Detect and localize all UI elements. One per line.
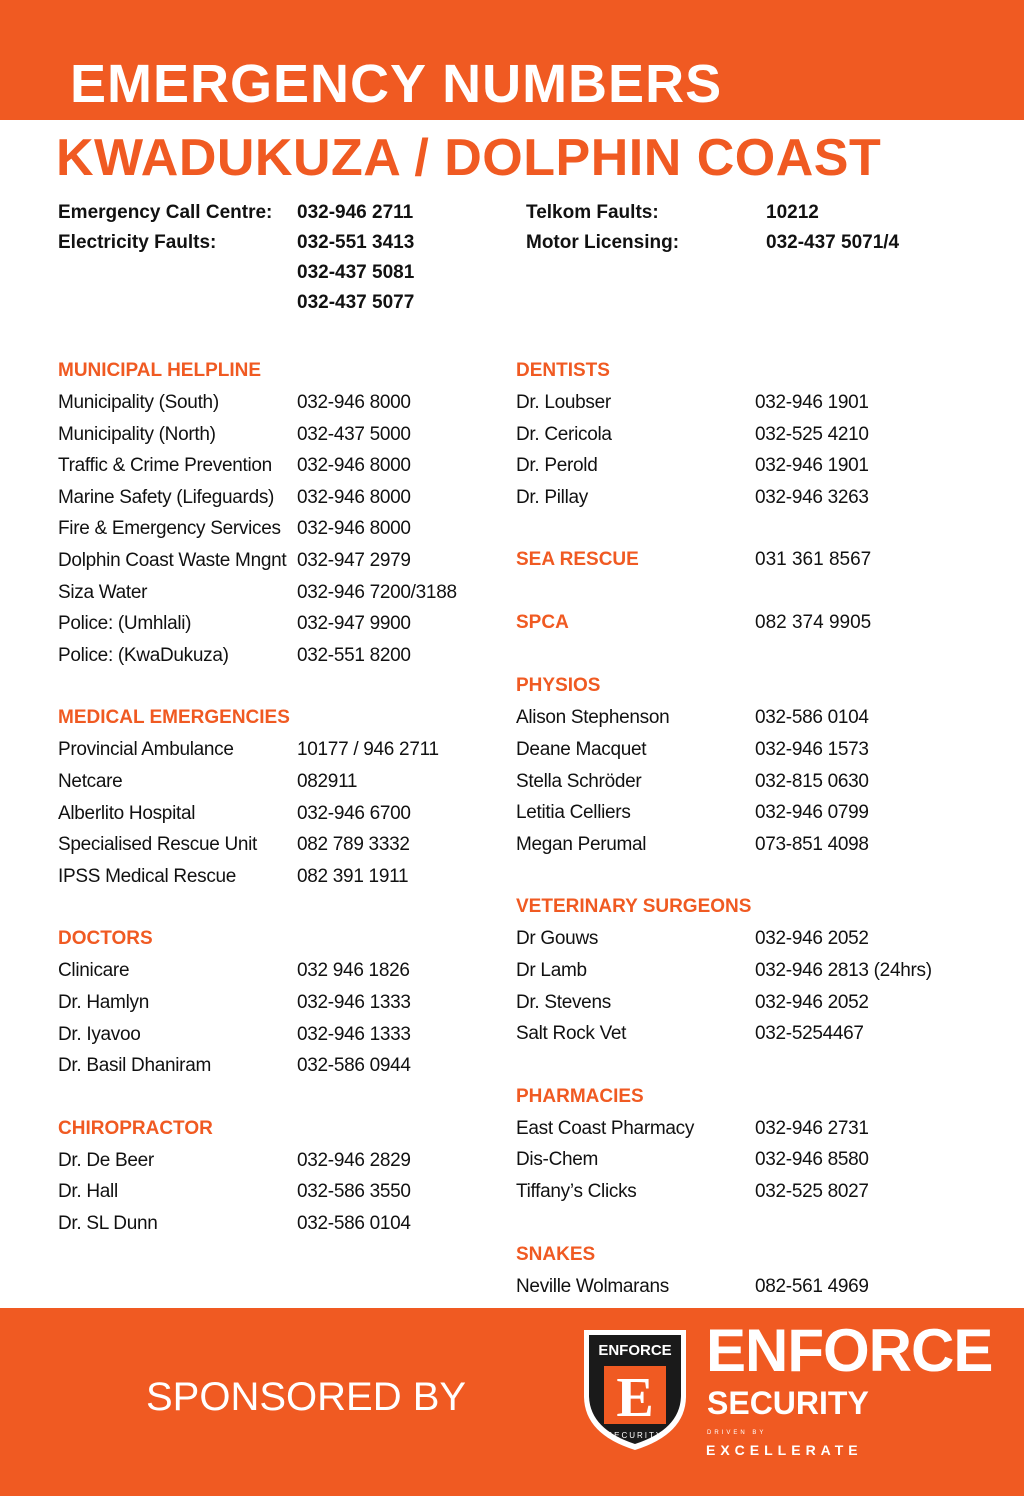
- section-heading: [516, 355, 986, 387]
- directory-entry: [58, 1176, 488, 1208]
- directory-entry: [58, 829, 488, 861]
- entry-name: Police: (Umhlali): [58, 613, 192, 635]
- brand-subtitle: SECURITY: [707, 1385, 869, 1421]
- section-title: CHIROPRACTOR: [58, 1117, 213, 1139]
- entry-name: Marine Safety (Lifeguards): [58, 486, 275, 508]
- section-heading: [516, 891, 986, 923]
- entry-name: Provincial Ambulance: [58, 739, 234, 761]
- entry-phone: 032-947 9900: [297, 613, 411, 635]
- entry-phone: 032-946 7200/3188: [297, 581, 457, 603]
- directory-section: [58, 923, 488, 1081]
- directory-entry: [58, 1208, 488, 1240]
- entry-phone: 032-5254467: [755, 1023, 864, 1045]
- directory-entry: [516, 419, 986, 451]
- section-heading: [58, 923, 488, 955]
- section-title: DENTISTS: [516, 360, 610, 381]
- directory-entry: [58, 1019, 488, 1051]
- entry-phone: 032-946 2731: [755, 1117, 869, 1139]
- directory-section: [58, 702, 488, 892]
- directory-entry: [58, 450, 488, 482]
- directory-entry: [516, 1018, 986, 1050]
- directory-section: [58, 355, 488, 671]
- section-heading: [516, 544, 986, 576]
- key-number-row: [526, 228, 986, 258]
- entry-name: Municipality (South): [58, 392, 219, 413]
- entry-phone: 032-947 2979: [297, 549, 411, 571]
- entry-phone: 032-946 8000: [297, 392, 411, 413]
- section-title: MUNICIPAL HELPLINE: [58, 360, 262, 381]
- entry-phone: 082 789 3332: [297, 834, 410, 856]
- entry-name: IPSS Medical Rescue: [58, 865, 237, 887]
- entry-phone: 082911: [297, 770, 358, 792]
- entry-phone: 032-437 5000: [297, 423, 411, 445]
- entry-phone: 032-586 0944: [297, 1055, 411, 1077]
- entry-phone: 032-946 8000: [297, 486, 411, 508]
- entry-name: Dr. Pillay: [516, 486, 588, 508]
- key-number-value: 032-437 5077: [297, 292, 415, 313]
- entry-phone: 032-946 0799: [755, 802, 869, 824]
- entry-phone: 032-946 2052: [755, 991, 869, 1013]
- shield-top-text: ENFORCE: [598, 1342, 672, 1359]
- directory-entry: [58, 419, 488, 451]
- section-title: DOCTORS: [58, 928, 153, 950]
- directory-section: [516, 544, 986, 576]
- section-heading: [516, 1081, 986, 1113]
- directory-entry: [58, 640, 488, 672]
- directory-entry: [516, 797, 986, 829]
- entry-phone: 032-946 6700: [297, 802, 411, 824]
- right-column: [516, 355, 986, 1333]
- entry-name: Dr. Stevens: [516, 991, 611, 1013]
- entry-name: Alberlito Hospital: [58, 802, 196, 824]
- entry-phone: 032-946 2052: [755, 928, 869, 950]
- directory-entry: [516, 955, 986, 987]
- key-number-row: [58, 258, 478, 288]
- entry-name: Dr. Hall: [58, 1181, 118, 1203]
- section-title: SEA RESCUE: [516, 549, 639, 571]
- entry-phone: 082 391 1911: [297, 865, 409, 887]
- entry-name: Letitia Celliers: [516, 802, 631, 824]
- entry-phone: 032-946 2813 (24hrs): [755, 959, 932, 981]
- entry-name: Neville Wolmarans: [516, 1275, 669, 1297]
- entry-name: Stella Schröder: [516, 770, 642, 792]
- entry-name: Netcare: [58, 770, 123, 792]
- directory-entry: [58, 1050, 488, 1082]
- section-phone: 082 374 9905: [755, 612, 872, 634]
- key-number-value: 032-437 5081: [297, 262, 415, 283]
- entry-phone: 032-946 8000: [297, 518, 411, 540]
- entry-phone: 082-561 4969: [755, 1275, 869, 1297]
- directory-entry: [516, 1176, 986, 1208]
- section-title: PHYSIOS: [516, 675, 601, 697]
- directory-entry: [516, 482, 986, 514]
- key-number-label: Telkom Faults:: [526, 202, 659, 223]
- entry-phone: 032-946 2829: [297, 1149, 411, 1171]
- entry-name: Dr. Perold: [516, 455, 598, 477]
- section-title: VETERINARY SURGEONS: [516, 896, 752, 918]
- entry-phone: 032-525 4210: [755, 423, 869, 445]
- directory-entry: [58, 482, 488, 514]
- key-number-value: 032-551 3413: [297, 232, 415, 253]
- key-numbers-right: [526, 198, 986, 258]
- entry-name: Dr. SL Dunn: [58, 1212, 158, 1234]
- left-column: [58, 355, 488, 1270]
- key-number-value: 032-946 2711: [297, 202, 414, 223]
- entry-name: Specialised Rescue Unit: [58, 834, 258, 856]
- entry-name: Megan Perumal: [516, 833, 647, 855]
- directory-entry: [58, 861, 488, 893]
- entry-phone: 032-586 0104: [755, 707, 869, 729]
- entry-name: Fire & Emergency Services: [58, 518, 281, 540]
- section-phone: 031 361 8567: [755, 549, 872, 571]
- entry-name: Tiffany’s Clicks: [516, 1180, 637, 1202]
- entry-name: Dr. Iyavoo: [58, 1023, 141, 1045]
- key-number-row: [58, 228, 478, 258]
- section-title: SNAKES: [516, 1243, 596, 1265]
- directory-section: [58, 1113, 488, 1240]
- entry-phone: 032-586 0104: [297, 1212, 411, 1234]
- directory-entry: [516, 923, 986, 955]
- enforce-shield-logo: [580, 1326, 690, 1454]
- entry-phone: 032-946 1333: [297, 991, 411, 1013]
- directory-section: [516, 891, 986, 1049]
- key-number-value: 10212: [766, 202, 819, 223]
- entry-name: Dr. Cericola: [516, 423, 612, 445]
- directory-section: [516, 1239, 986, 1303]
- directory-entry: [516, 829, 986, 861]
- entry-name: Salt Rock Vet: [516, 1023, 627, 1045]
- section-heading: [58, 1113, 488, 1145]
- entry-phone: 032-946 8580: [755, 1149, 869, 1171]
- entry-name: Dr. De Beer: [58, 1149, 154, 1171]
- directory-entry: [58, 955, 488, 987]
- directory-section: [516, 607, 986, 639]
- directory-section: [516, 1081, 986, 1208]
- key-number-row: [526, 198, 986, 228]
- entry-phone: 032-946 1901: [755, 455, 869, 477]
- entry-name: Police: (KwaDukuza): [58, 644, 229, 666]
- entry-phone: 032-586 3550: [297, 1181, 411, 1203]
- key-number-row: [58, 288, 478, 318]
- page-title: EMERGENCY NUMBERS: [70, 54, 723, 114]
- key-number-label: Electricity Faults:: [58, 232, 217, 253]
- directory-entry: [516, 734, 986, 766]
- key-number-value: 032-437 5071/4: [766, 232, 900, 253]
- page-subtitle: KWADUKUZA / DOLPHIN COAST: [56, 129, 882, 187]
- directory-entry: [58, 1145, 488, 1177]
- directory-entry: [516, 1144, 986, 1176]
- brand-tagline: DRIVEN BY: [707, 1430, 767, 1436]
- entry-phone: 032-551 8200: [297, 644, 411, 666]
- entry-name: Deane Macquet: [516, 738, 647, 760]
- entry-name: Dr. Hamlyn: [58, 991, 149, 1013]
- entry-name: Dr. Loubser: [516, 392, 611, 413]
- directory-entry: [58, 734, 488, 766]
- entry-name: Dr Lamb: [516, 959, 587, 981]
- entry-phone: 032-946 8000: [297, 455, 411, 477]
- section-heading: [516, 1239, 986, 1271]
- section-heading: [58, 702, 488, 734]
- brand-parent: EXCELLERATE: [706, 1442, 863, 1458]
- section-title: SPCA: [516, 612, 569, 634]
- section-heading: [58, 355, 488, 387]
- directory-entry: [58, 545, 488, 577]
- directory-entry: [58, 608, 488, 640]
- directory-entry: [58, 513, 488, 545]
- directory-entry: [516, 766, 986, 798]
- entry-phone: 032-946 1901: [755, 392, 869, 413]
- entry-name: Dr. Basil Dhaniram: [58, 1055, 211, 1077]
- directory-entry: [516, 1271, 986, 1303]
- shield-bottom-text: SECURITY: [606, 1431, 664, 1440]
- directory-entry: [58, 798, 488, 830]
- directory-entry: [58, 987, 488, 1019]
- directory-section: [516, 355, 986, 513]
- section-title: MEDICAL EMERGENCIES: [58, 707, 290, 729]
- brand-name: ENFORCE: [706, 1317, 993, 1384]
- directory-entry: [516, 450, 986, 482]
- directory-entry: [58, 387, 488, 419]
- key-number-label: Emergency Call Centre:: [58, 202, 273, 223]
- sponsored-by-text: SPONSORED BY: [146, 1375, 467, 1419]
- entry-name: Dr Gouws: [516, 928, 599, 950]
- entry-phone: 032-525 8027: [755, 1180, 869, 1202]
- entry-name: Siza Water: [58, 581, 148, 603]
- entry-phone: 073-851 4098: [755, 833, 869, 855]
- key-number-label: Motor Licensing:: [526, 232, 680, 253]
- entry-phone: 032 946 1826: [297, 960, 410, 982]
- directory-entry: [516, 702, 986, 734]
- entry-name: Municipality (North): [58, 423, 216, 445]
- entry-phone: 032-946 3263: [755, 486, 869, 508]
- directory-entry: [58, 766, 488, 798]
- entry-name: Clinicare: [58, 960, 130, 982]
- directory-entry: [516, 1113, 986, 1145]
- section-title: PHARMACIES: [516, 1085, 644, 1107]
- directory-section: [516, 670, 986, 860]
- shield-letter: E: [616, 1367, 654, 1429]
- directory-entry: [516, 387, 986, 419]
- entry-name: Dis-Chem: [516, 1149, 599, 1171]
- key-number-row: [58, 198, 478, 228]
- key-numbers-left: [58, 198, 478, 318]
- entry-phone: 10177 / 946 2711: [297, 739, 439, 761]
- entry-name: Alison Stephenson: [516, 707, 670, 729]
- entry-phone: 032-946 1573: [755, 738, 869, 760]
- directory-entry: [58, 577, 488, 609]
- directory-entry: [516, 987, 986, 1019]
- entry-name: Traffic & Crime Prevention: [58, 455, 272, 477]
- entry-name: East Coast Pharmacy: [516, 1117, 695, 1139]
- entry-phone: 032-815 0630: [755, 770, 869, 792]
- entry-phone: 032-946 1333: [297, 1023, 411, 1045]
- entry-name: Dolphin Coast Waste Mngnt: [58, 549, 287, 571]
- section-heading: [516, 670, 986, 702]
- section-heading: [516, 607, 986, 639]
